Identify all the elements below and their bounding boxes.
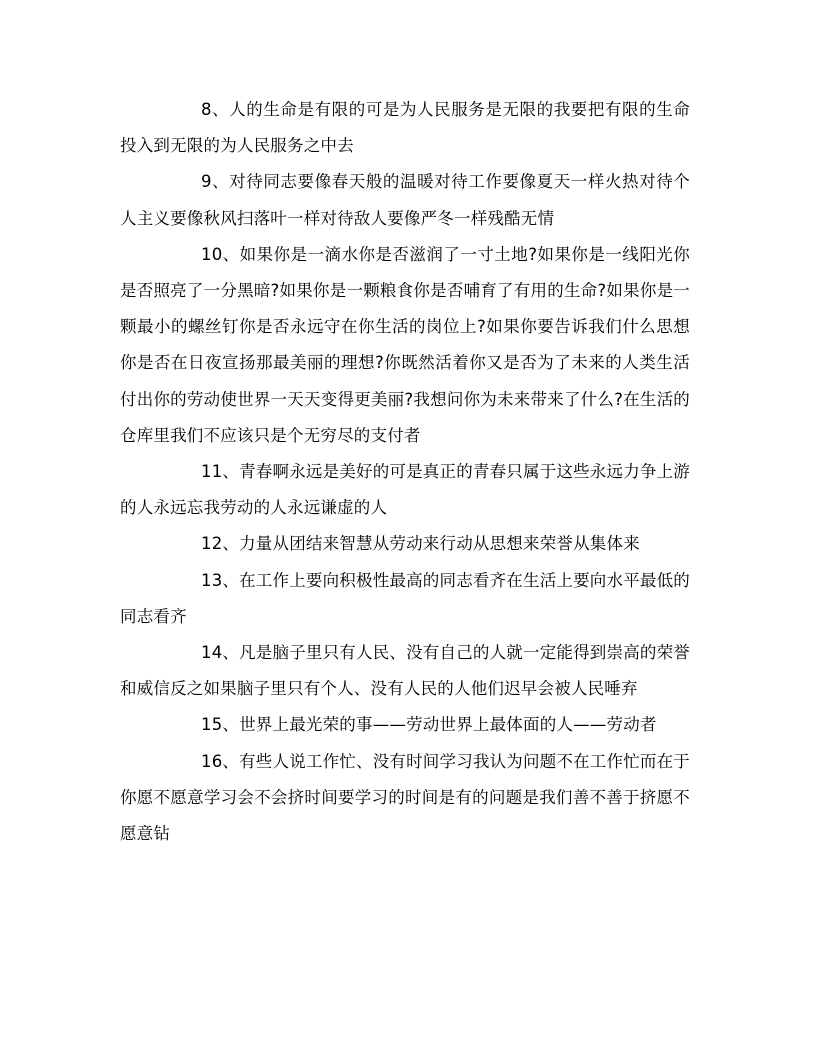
paragraph-10: 10、如果你是一滴水你是否滋润了一寸土地?如果你是一线阳光你是否照亮了一分黑暗?如果你是一颗粮食你是否哺育了有用的生命?如果你是一颗最小的螺丝钉你是否永远守在你生活的岗位上?如果你要告诉我们什么思想你是否在日夜宣扬那最美丽的理想?你既然活着你又是否为了未来的人类生活付出你的劳动使世界一天天变得更美丽?我想问你为未来带来了什么?在生活的仓库里我们不应该只是个无穷尽的支付者 [120,244,690,445]
document-body [120,92,690,852]
paragraph-11: 11、青春啊永远是美好的可是真正的青春只属于这些永远力争上游的人永远忘我劳动的人永远谦虚的人 [120,462,690,518]
paragraph-15: 15、世界上最光荣的事——劳动世界上最体面的人——劳动者 [201,715,657,735]
paragraph-13: 13、在工作上要向积极性最高的同志看齐在生活上要向水平最低的同志看齐 [120,570,690,626]
paragraph-12: 12、力量从团结来智慧从劳动来行动从思想来荣誉从集体来 [201,534,640,554]
paragraph-8: 8、人的生命是有限的可是为人民服务是无限的我要把有限的生命投入到无限的为人民服务之中去 [120,100,690,156]
paragraph-14: 14、凡是脑子里只有人民、没有自己的人就一定能得到崇高的荣誉和威信反之如果脑子里只有个人、没有人民的人他们迟早会被人民唾弃 [120,643,690,699]
paragraph-9: 9、对待同志要像春天般的温暖对待工作要像夏天一样火热对待个人主义要像秋风扫落叶一样对待敌人要像严冬一样残酷无情 [120,172,690,228]
paragraph-16: 16、有些人说工作忙、没有时间学习我认为问题不在工作忙而在于你愿不愿意学习会不会挤时间要学习的时间是有的问题是我们善不善于挤愿不愿意钻 [120,751,690,844]
